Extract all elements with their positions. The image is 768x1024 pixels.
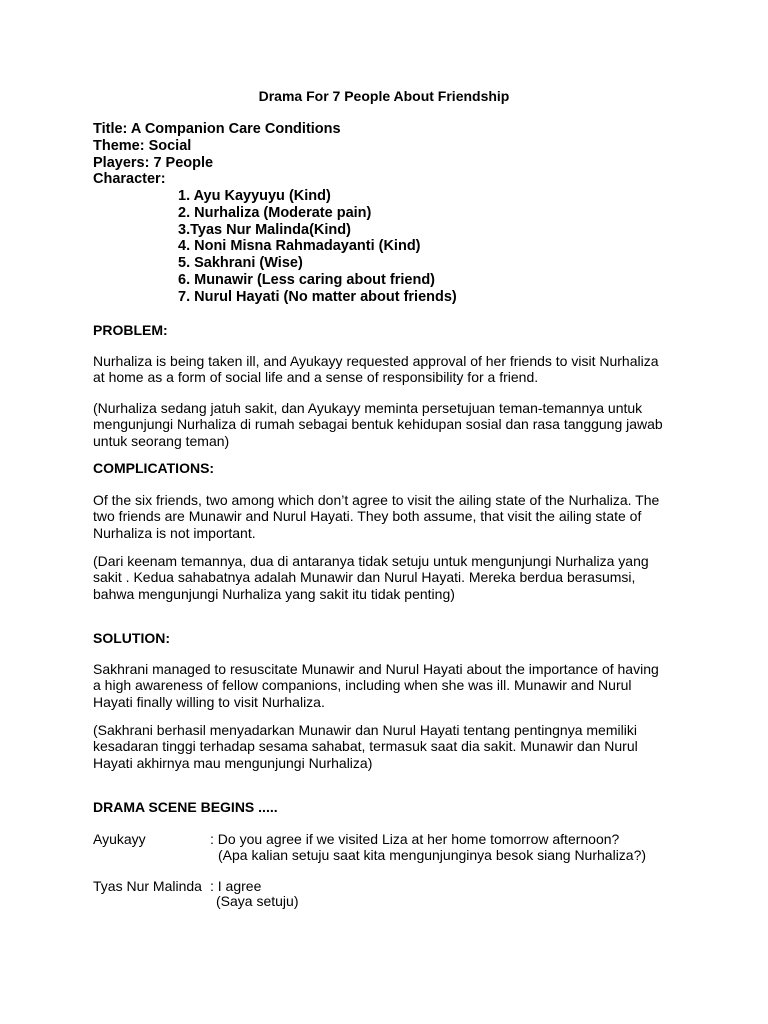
- character-label: Character:: [93, 171, 166, 188]
- dialogue-text: : Do you agree if we visited Liza at her home tomorrow afternoon?: [210, 831, 620, 847]
- paragraph-line: at home as a form of social life and a sense of responsibility for a friend.: [93, 369, 539, 386]
- dialogue-translation: (Saya setuju): [216, 893, 299, 909]
- character-list: [178, 188, 457, 306]
- complications-english: [93, 492, 683, 541]
- complications-indonesian: [93, 553, 683, 602]
- paragraph-line: (Sakhrani berhasil menyadarkan Munawir dan Nurul Hayati tentang pentingnya memiliki: [93, 722, 637, 738]
- character-item: 2. Nurhaliza (Moderate pain): [178, 204, 372, 221]
- solution-heading: SOLUTION:: [93, 630, 170, 646]
- play-title-line: Title: A Companion Care Conditions: [93, 121, 341, 137]
- paragraph-line: Hayati akhirnya mau mengunjungi Nurhaliza): [93, 754, 373, 771]
- paragraph-line: mengunjungi Nurhaliza di rumah sebagai bentuk kehidupan sosial dan rasa tanggung jawab: [93, 416, 663, 433]
- character-item: 1. Ayu Kayyuyu (Kind): [178, 188, 331, 204]
- dialogue-translation: (Apa kalian setuju saat kita mengunjunginya besok siang Nurhaliza?): [218, 847, 647, 863]
- character-item: 5. Sakhrani (Wise): [178, 255, 303, 272]
- character-item: 3.Tyas Nur Malinda(Kind): [178, 221, 351, 238]
- paragraph-line: two friends are Munawir and Nurul Hayati. They both assume, that visit the ailing state of: [93, 508, 642, 525]
- paragraph-line: bahwa mengunjungi Nurhaliza yang sakit itu tidak penting): [93, 585, 455, 602]
- problem-english: [93, 353, 683, 386]
- dialogue-speaker: Tyas Nur Malinda: [93, 878, 202, 894]
- solution-indonesian: [93, 722, 683, 771]
- play-theme-line: Theme: Social: [93, 137, 192, 154]
- paragraph-line: Nurhaliza is not important.: [93, 524, 256, 541]
- solution-english: [93, 661, 683, 710]
- dialogue-speaker: Ayukayy: [93, 831, 146, 847]
- paragraph-line: Sakhrani managed to resuscitate Munawir and Nurul Hayati about the importance of having: [93, 661, 659, 677]
- play-info: [93, 121, 341, 188]
- complications-heading: COMPLICATIONS:: [93, 460, 215, 476]
- paragraph-line: untuk seorang teman): [93, 432, 230, 449]
- paragraph-line: Hayati finally willing to visit Nurhaliza.: [93, 693, 325, 710]
- document-title: Drama For 7 People About Friendship: [258, 88, 510, 104]
- character-item: 7. Nurul Hayati (No matter about friends): [178, 288, 457, 305]
- paragraph-line: (Dari keenam temannya, dua di antaranya tidak setuju untuk mengunjungi Nurhaliza yang: [93, 553, 649, 569]
- paragraph-line: kesadaran tinggi terhadap sesama sahabat, termasuk saat dia sakit. Munawir dan Nurul: [93, 738, 638, 755]
- scene-heading: DRAMA SCENE BEGINS .....: [93, 799, 278, 815]
- dialogue-text: : I agree: [210, 878, 262, 894]
- paragraph-line: Of the six friends, two among which don’t agree to visit the ailing state of the Nurhaliza. The: [93, 492, 660, 508]
- character-item: 4. Noni Misna Rahmadayanti (Kind): [178, 238, 421, 255]
- paragraph-line: Nurhaliza is being taken ill, and Ayukayy requested approval of her friends to visit Nurhaliza: [93, 353, 659, 369]
- problem-indonesian: [93, 400, 683, 449]
- character-item: 6. Munawir (Less caring about friend): [178, 271, 436, 288]
- paragraph-line: (Nurhaliza sedang jatuh sakit, dan Ayukayy meminta persetujuan teman-temannya untuk: [93, 400, 643, 416]
- paragraph-line: a high awareness of fellow companions, including when she was ill. Munawir and Nurul: [93, 677, 632, 694]
- paragraph-line: sakit . Kedua sahabatnya adalah Munawir dan Nurul Hayati. Mereka berdua berasumsi,: [93, 569, 636, 586]
- play-players-line: Players: 7 People: [93, 154, 214, 171]
- problem-heading: PROBLEM:: [93, 322, 168, 338]
